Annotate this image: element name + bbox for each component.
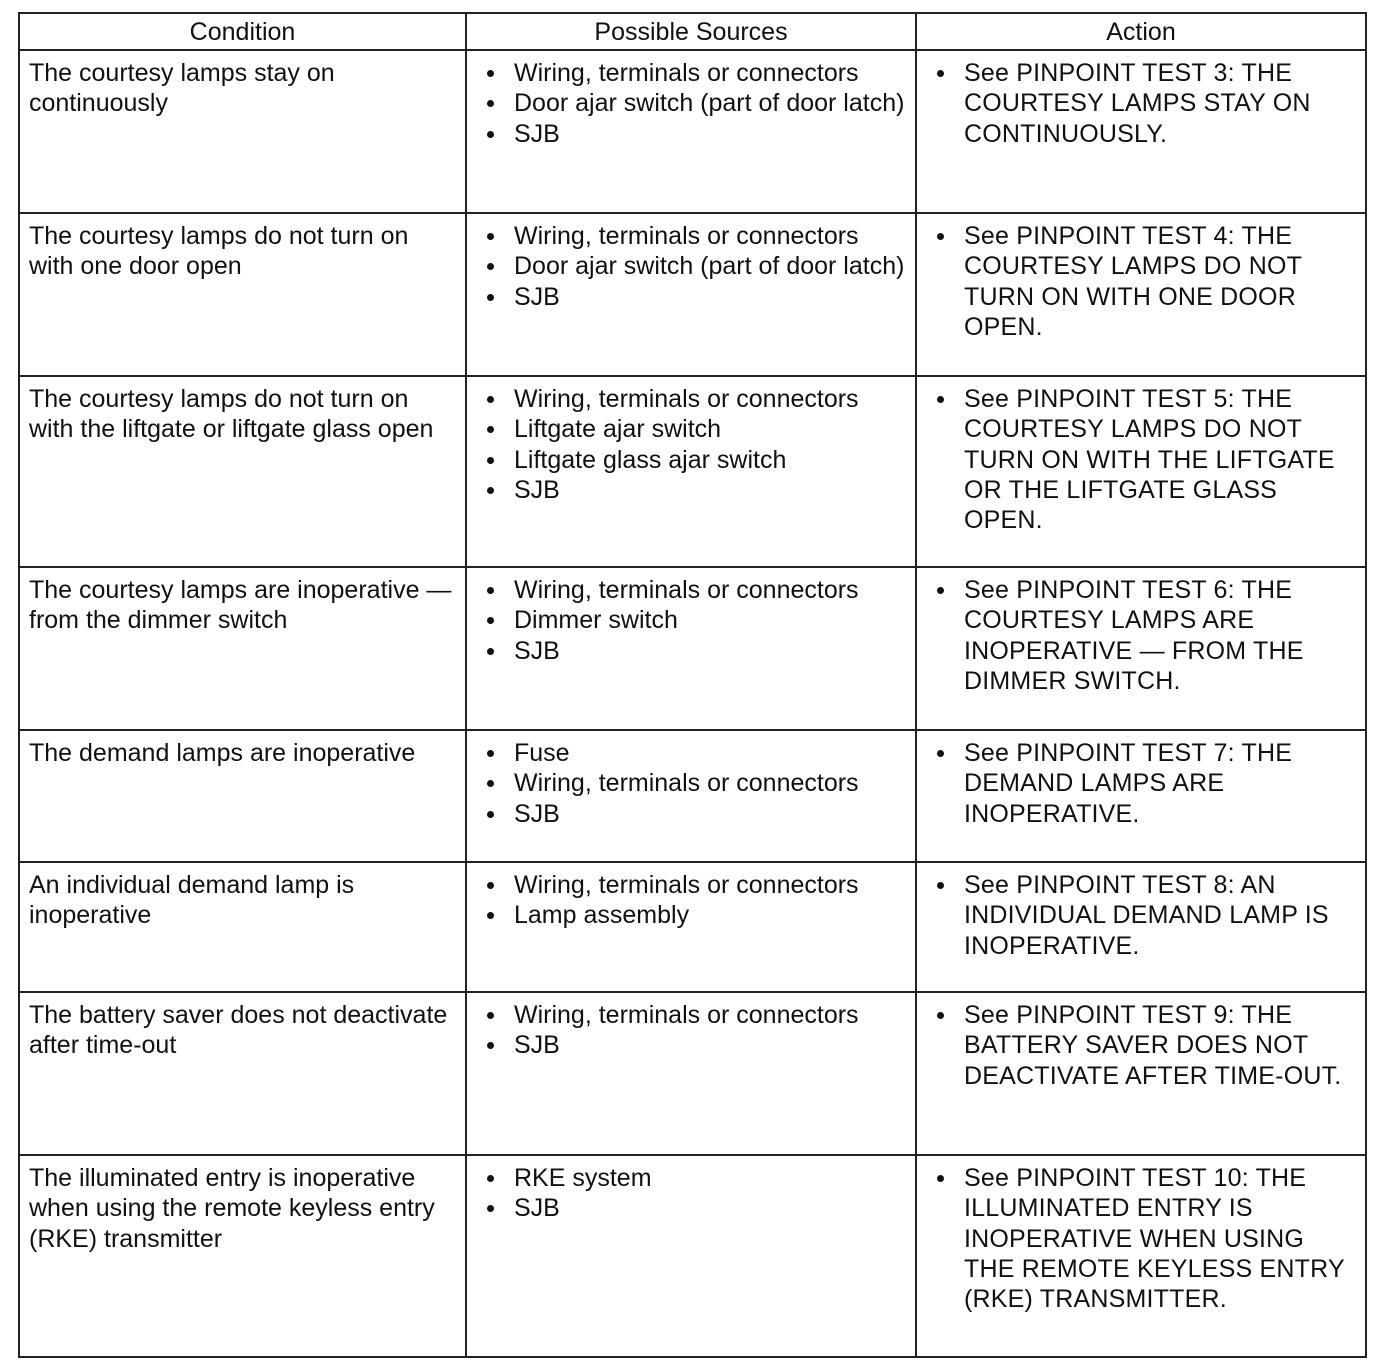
source-item: SJB: [487, 1193, 911, 1223]
action-item: See PINPOINT TEST 3: THE COURTESY LAMPS STAY ON CONTINUOUSLY.: [937, 58, 1361, 149]
bullet-icon: [487, 750, 494, 757]
source-item: Lamp assembly: [487, 900, 911, 930]
condition-cell: [19, 1155, 466, 1357]
action-list: [917, 863, 1365, 961]
bullet-icon: [487, 882, 494, 889]
action-item: See PINPOINT TEST 4: THE COURTESY LAMPS DO NOT TURN ON WITH ONE DOOR OPEN.: [937, 221, 1361, 342]
source-item: RKE system: [487, 1163, 911, 1193]
action-cell: [916, 1155, 1366, 1357]
bullet-icon: [487, 294, 494, 301]
action-cell: [916, 730, 1366, 862]
action-cell: [916, 992, 1366, 1155]
bullet-icon: [487, 1042, 494, 1049]
source-item: Wiring, terminals or connectors: [487, 58, 911, 88]
sources-cell: [466, 567, 916, 730]
condition-cell: [19, 862, 466, 992]
action-cell: [916, 376, 1366, 567]
sources-list: [467, 51, 915, 149]
sources-list: [467, 377, 915, 505]
bullet-icon: [487, 1205, 494, 1212]
sources-list: [467, 214, 915, 312]
action-list: [917, 51, 1365, 149]
source-item: Wiring, terminals or connectors: [487, 575, 911, 605]
bullet-icon: [487, 233, 494, 240]
bullet-icon: [487, 426, 494, 433]
action-list: [917, 214, 1365, 342]
action-item: See PINPOINT TEST 8: AN INDIVIDUAL DEMAND LAMP IS INOPERATIVE.: [937, 870, 1361, 961]
bullet-icon: [487, 131, 494, 138]
action-list: [917, 993, 1365, 1091]
sources-list: [467, 568, 915, 666]
bullet-icon: [487, 780, 494, 787]
bullet-icon: [487, 487, 494, 494]
condition-cell: [19, 376, 466, 567]
action-cell: [916, 213, 1366, 376]
condition-cell: [19, 730, 466, 862]
condition-cell: [19, 567, 466, 730]
table-row: [19, 376, 1366, 567]
condition-text: The courtesy lamps are inoperative — from the dimmer switch: [29, 576, 452, 635]
condition-text: An individual demand lamp is inoperative: [29, 871, 355, 930]
action-cell: [916, 567, 1366, 730]
source-item: Wiring, terminals or connectors: [487, 870, 911, 900]
bullet-icon: [487, 396, 494, 403]
source-item: Fuse: [487, 738, 911, 768]
condition-text: The illuminated entry is inoperative when using the remote keyless entry (RKE) transmitter: [29, 1164, 435, 1253]
action-list: [917, 731, 1365, 829]
table-row: [19, 50, 1366, 213]
source-item: Liftgate glass ajar switch: [487, 445, 911, 475]
bullet-icon: [487, 457, 494, 464]
table-row: [19, 992, 1366, 1155]
sources-list: [467, 731, 915, 829]
bullet-icon: [487, 1175, 494, 1182]
bullet-icon: [937, 1012, 944, 1019]
condition-cell: [19, 213, 466, 376]
bullet-icon: [487, 1012, 494, 1019]
source-item: Wiring, terminals or connectors: [487, 768, 911, 798]
source-item: Wiring, terminals or connectors: [487, 384, 911, 414]
bullet-icon: [937, 750, 944, 757]
table-row: [19, 213, 1366, 376]
bullet-icon: [487, 648, 494, 655]
source-item: SJB: [487, 282, 911, 312]
condition-text: The courtesy lamps stay on continuously: [29, 59, 335, 118]
bullet-icon: [937, 396, 944, 403]
source-item: Liftgate ajar switch: [487, 414, 911, 444]
header-condition: Condition: [19, 13, 466, 50]
source-item: SJB: [487, 799, 911, 829]
source-item: SJB: [487, 119, 911, 149]
action-list: [917, 377, 1365, 535]
sources-cell: [466, 213, 916, 376]
sources-list: [467, 1156, 915, 1224]
table-row: [19, 862, 1366, 992]
condition-text: The courtesy lamps do not turn on with the liftgate or liftgate glass open: [29, 385, 434, 444]
bullet-icon: [487, 617, 494, 624]
bullet-icon: [937, 233, 944, 240]
sources-cell: [466, 730, 916, 862]
bullet-icon: [937, 882, 944, 889]
bullet-icon: [937, 1175, 944, 1182]
source-item: SJB: [487, 1030, 911, 1060]
diagnosis-table: [18, 12, 1367, 1358]
source-item: Wiring, terminals or connectors: [487, 221, 911, 251]
header-action: Action: [916, 13, 1366, 50]
action-item: See PINPOINT TEST 5: THE COURTESY LAMPS DO NOT TURN ON WITH THE LIFTGATE OR THE LIFTGATE GLASS OPEN.: [937, 384, 1361, 535]
source-item: Wiring, terminals or connectors: [487, 1000, 911, 1030]
bullet-icon: [487, 587, 494, 594]
bullet-icon: [487, 912, 494, 919]
bullet-icon: [937, 70, 944, 77]
header-possible-sources: Possible Sources: [466, 13, 916, 50]
source-item: Dimmer switch: [487, 605, 911, 635]
source-item: Door ajar switch (part of door latch): [487, 88, 911, 118]
action-list: [917, 1156, 1365, 1314]
condition-cell: [19, 50, 466, 213]
action-item: See PINPOINT TEST 10: THE ILLUMINATED ENTRY IS INOPERATIVE WHEN USING THE REMOTE KEYLESS ENTRY (RKE) TRANSMITTER.: [937, 1163, 1361, 1314]
condition-text: The courtesy lamps do not turn on with one door open: [29, 222, 409, 281]
source-item: SJB: [487, 636, 911, 666]
condition-text: The demand lamps are inoperative: [29, 739, 416, 767]
sources-cell: [466, 862, 916, 992]
condition-text: The battery saver does not deactivate after time-out: [29, 1001, 448, 1060]
source-item: Door ajar switch (part of door latch): [487, 251, 911, 281]
action-list: [917, 568, 1365, 696]
bullet-icon: [937, 587, 944, 594]
bullet-icon: [487, 70, 494, 77]
source-item: SJB: [487, 475, 911, 505]
action-item: See PINPOINT TEST 7: THE DEMAND LAMPS ARE INOPERATIVE.: [937, 738, 1361, 829]
sources-cell: [466, 376, 916, 567]
action-item: See PINPOINT TEST 9: THE BATTERY SAVER DOES NOT DEACTIVATE AFTER TIME-OUT.: [937, 1000, 1361, 1091]
bullet-icon: [487, 811, 494, 818]
bullet-icon: [487, 263, 494, 270]
action-cell: [916, 862, 1366, 992]
action-item: See PINPOINT TEST 6: THE COURTESY LAMPS ARE INOPERATIVE — FROM THE DIMMER SWITCH.: [937, 575, 1361, 696]
header-row: [19, 13, 1366, 50]
sources-cell: [466, 1155, 916, 1357]
sources-cell: [466, 50, 916, 213]
sources-list: [467, 863, 915, 931]
sources-cell: [466, 992, 916, 1155]
bullet-icon: [487, 100, 494, 107]
table-row: [19, 1155, 1366, 1357]
sources-list: [467, 993, 915, 1061]
table-row: [19, 567, 1366, 730]
table-row: [19, 730, 1366, 862]
condition-cell: [19, 992, 466, 1155]
action-cell: [916, 50, 1366, 213]
